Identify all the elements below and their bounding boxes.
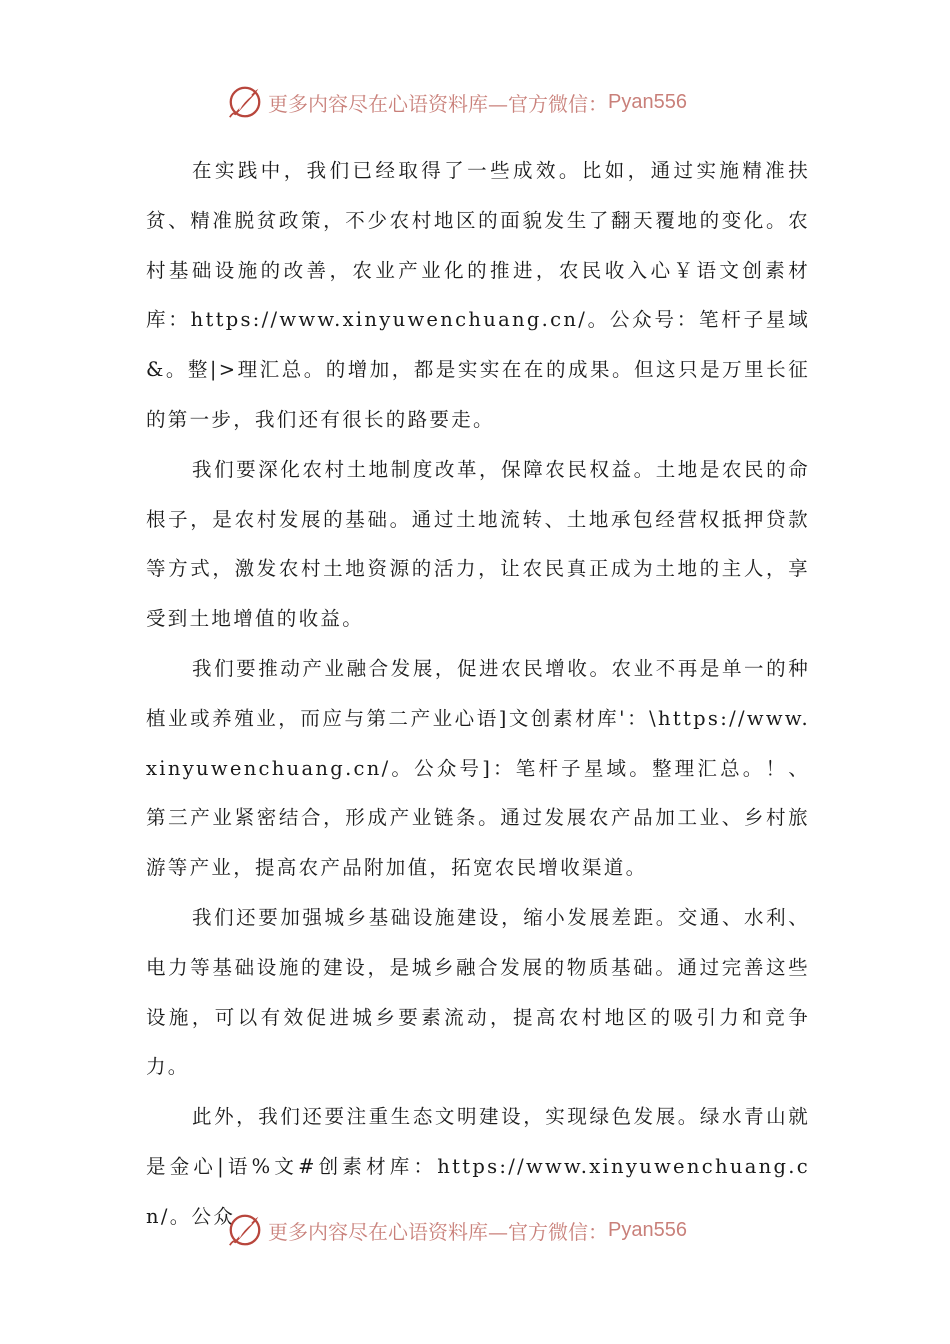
- footer-banner: [226, 1210, 746, 1250]
- paragraph-1: 在实践中，我们已经取得了一些成效。比如，通过实施精准扶贫、精准脱贫政策，不少农村地区的面貌发生了翻天覆地的变化。农村基础设施的改善，农业产业化的推进，农民收入心￥语文创素材库：https://www.xinyuwenchuang.cn/。公众号：笔杆子星域&。整|>理汇总。的增加，都是实实在在的成果。但这只是万里长征的第一步，我们还有很长的路要走。: [146, 159, 810, 431]
- banner-wechat-id: Pyan556: [608, 90, 687, 113]
- quill-logo-icon: [226, 1211, 264, 1249]
- header-banner: [226, 82, 746, 122]
- banner-text: 更多内容尽在心语资料库—官方微信：: [268, 91, 608, 116]
- quill-logo-icon: [226, 83, 264, 121]
- banner-wechat-id: Pyan556: [608, 1218, 687, 1241]
- paragraph-5: 此外，我们还要注重生态文明建设，实现绿色发展。绿水青山就是金心|语%文#创素材库：https://www.xinyuwenchuang.cn/。公众: [146, 1105, 810, 1228]
- banner-text: 更多内容尽在心语资料库—官方微信：: [268, 1219, 608, 1244]
- document-body: [146, 146, 810, 1242]
- paragraph-3: 我们要推动产业融合发展，促进农民增收。农业不再是单一的种植业或养殖业，而应与第二产业心语]文创素材库'：\https://www.xinyuwenchuang.cn/。公众号]：笔杆子星域。整理汇总。！、第三产业紧密结合，形成产业链条。通过发展农产品加工业、乡村旅游等产业，提高农产品附加值，拓宽农民增收渠道。: [146, 656, 810, 880]
- paragraph-4: 我们还要加强城乡基础设施建设，缩小发展差距。交通、水利、电力等基础设施的建设，是城乡融合发展的物质基础。通过完善这些设施，可以有效促进城乡要素流动，提高农村地区的吸引力和竞争力。: [146, 905, 810, 1079]
- paragraph-2: 我们要深化农村土地制度改革，保障农民权益。土地是农民的命根子，是农村发展的基础。通过土地流转、土地承包经营权抵押贷款等方式，激发农村土地资源的活力，让农民真正成为土地的主人，享受到土地增值的收益。: [146, 457, 810, 631]
